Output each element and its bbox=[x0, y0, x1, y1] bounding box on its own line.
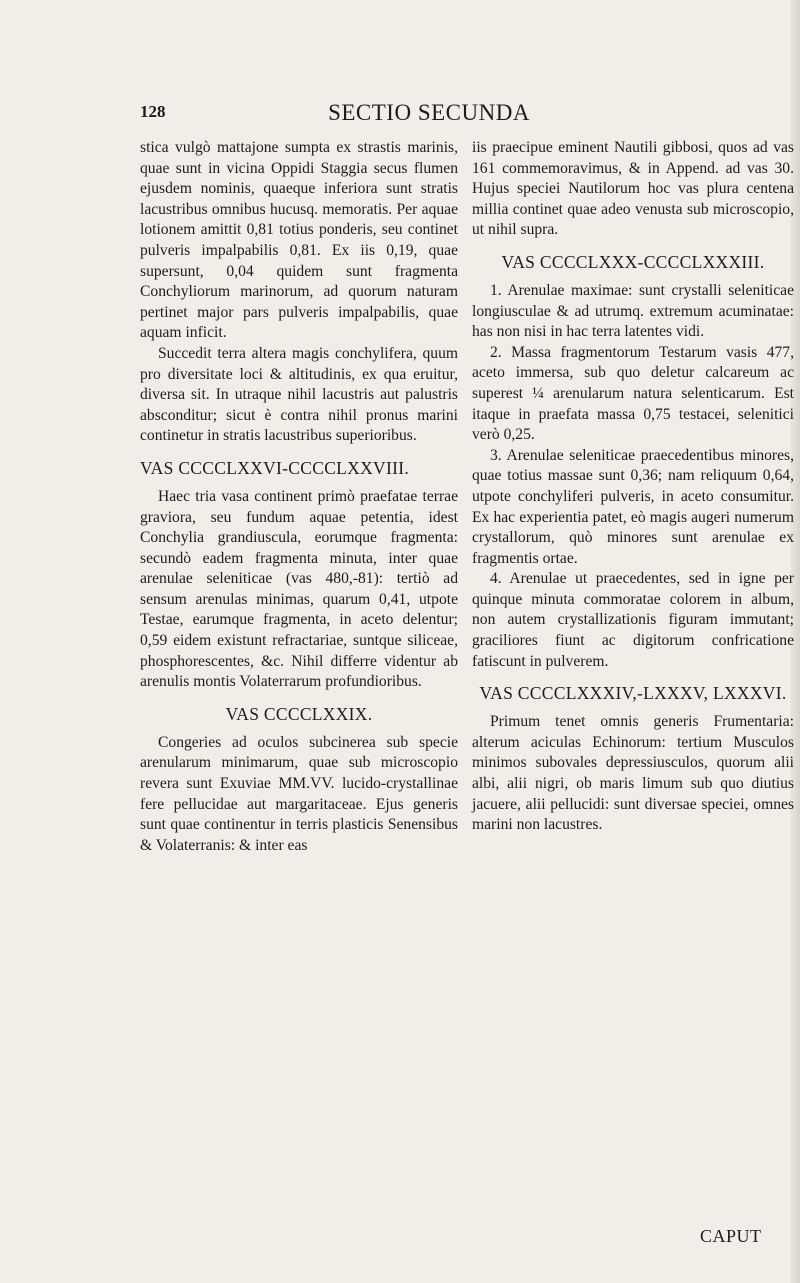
page-header bbox=[140, 100, 640, 132]
running-head: SECTIO SECUNDA bbox=[328, 100, 530, 125]
left-column bbox=[140, 138, 458, 856]
paragraph: Congeries ad oculos subcinerea sub specie arenularum minimarum, quae sub microscopio revera sunt Exuviae MM.VV. lucido-crystallinae fere pellucidae aut margaritaceae. Ejus generis sunt quae continentur in terris plasticis Senensibus & Volaterranis: & inter eas bbox=[140, 733, 458, 854]
section-heading: VAS CCCCLXXX-CCCCLXXXIII. bbox=[501, 251, 765, 272]
paragraph: Primum tenet omnis generis Frumentaria: alterum aciculas Echinorum: tertium Musculos minimos subovales depressiusculos, quorum alii albi, alii nigri, ob maris limum sub quo diutius jacuere, alii pellucidi: sunt diversae speciei, omnes marini non lacustres. bbox=[472, 713, 794, 834]
paragraph: Haec tria vasa continent primò praefatae terrae graviora, seu fundum aquae petentia, idest Conchylia grandiuscula, eorumque fragmenta: secundò eadem fragmenta minuta, inter quae arenulae seleniticae (vas 480,-81): tertiò ad sensum arenulas minimas, quarum 0,41, utpote Testae, earumque fragmenta, in aceto delentur; 0,59 eidem existunt refractariae, suntque siliceae, phosphorescentes, &c. Nihil differre videntur ab arenulis montis Volaterrarum profundioribus. bbox=[140, 487, 458, 691]
paragraph: 2. Massa fragmentorum Testarum vasis 477, aceto immersa, sub quo deletur calcareum ac superest ¼ arenularum natura selenticarum. Est itaque in praefata massa 0,75 testacei, selenitici verò 0,25. bbox=[472, 343, 794, 444]
paragraph: 3. Arenulae seleniticae praecedentibus minores, quae totius massae sunt 0,36; nam reliquum 0,64, utpote conchyliferi pulveris, in aceto consumitur. Ex hac experientia patet, eò magis augeri numerum crystallorum, quò minores sunt arenulae ex fragmentis ortae. bbox=[472, 446, 794, 567]
section-heading: VAS CCCCLXXVI-CCCCLXXVIII. bbox=[140, 457, 410, 478]
right-column bbox=[472, 138, 794, 836]
paragraph: 4. Arenulae ut praecedentes, sed in igne per quinque minuta commoratae colorem in album, non autem crystallizationis figuram immutant; graciliores fiunt ac digitorum confricatione fatiscunt in pulverem. bbox=[472, 570, 794, 670]
paragraph: 1. Arenulae maximae: sunt crystalli seleniticae longiusculae & ad utrumq. extremum acuminatae: has non nisi in hac terra latentes vidi. bbox=[472, 281, 794, 341]
section-heading: VAS CCCCLXXXIV,-LXXXV, LXXXVI. bbox=[479, 683, 787, 704]
paragraph: Succedit terra altera magis conchylifera, quum pro diversitate loci & altitudinis, ex qua eruitur, diversa sit. In utraque nihil lacustris aut palustris absconditur; sicut è contra nihil pronus marini continetur in stratis lacustribus superioribus. bbox=[140, 344, 458, 445]
paragraph: iis praecipue eminent Nautili gibbosi, quos ad vas 161 commemoravimus, & in Append. ad vas 30. Hujus speciei Nautilorum hoc vas plura centena millia continet quae adeo venusta sub microscopio, ut nihil supra. bbox=[472, 139, 794, 239]
page-number: 128 bbox=[140, 102, 166, 121]
section-heading: VAS CCCCLXXIX. bbox=[225, 703, 373, 724]
catchword: CAPUT bbox=[700, 1226, 762, 1246]
paragraph: stica vulgò mattajone sumpta ex strastis marinis, quae sunt in vicina Oppidi Staggia secus flumen ejusdem nominis, quaeque inferiora sunt stratis lacustribus omnibus hucusq. memoratis. Per aquae lotionem amittit 0,81 totius ponderis, seu continet pulveris impalpabilis 0,81. Ex iis 0,19, quae supersunt, 0,04 quidem sunt fragmenta Conchyliorum marinorum, ad quorum naturam pertinet major pars pulveris impalpabilis, quae aquam inficit. bbox=[140, 139, 458, 342]
